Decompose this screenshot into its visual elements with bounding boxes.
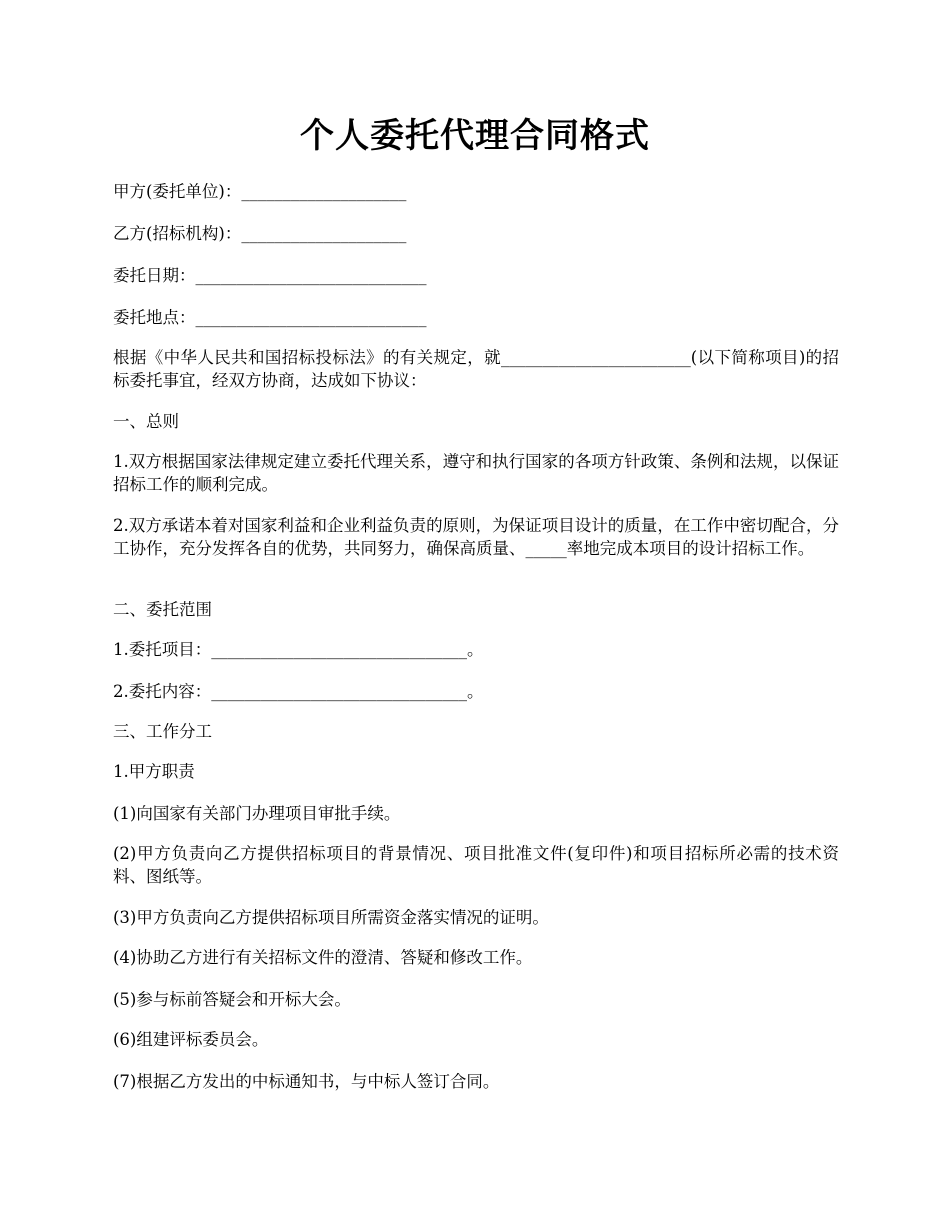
duty-item-5: (5)参与标前答疑会和开标大会。 [113,990,351,1009]
duty-item-2: (2)甲方负责向乙方提供招标项目的背景情况、项目批准文件(复印件)和项目招标所必需的技术资料、图纸等。 [113,844,839,886]
place-line: 委托地点：____________________________ [113,308,427,327]
section-2-item-2: 2.委托内容：_______________________________。 [113,682,484,701]
date-line: 委托日期：____________________________ [113,266,427,285]
party-b-line: 乙方(招标机构)：____________________ [113,224,407,243]
section-2-heading: 二、委托范围 [113,600,212,619]
duty-item-7: (7)根据乙方发出的中标通知书，与中标人签订合同。 [113,1072,500,1091]
section-1-heading: 一、总则 [113,412,179,431]
section-1-item-2: 2.双方承诺本着对国家利益和企业利益负责的原则，为保证项目设计的质量，在工作中密切配合，分工协作，充分发挥各自的优势，共同努力，确保高质量、_____率地完成本项目的设计招标工作。 [113,516,839,558]
section-1-item-1: 1.双方根据国家法律规定建立委托代理关系，遵守和执行国家的各项方针政策、条例和法规，以保证招标工作的顺利完成。 [113,452,839,494]
duty-item-3: (3)甲方负责向乙方提供招标项目所需资金落实情况的证明。 [113,908,549,927]
section-2-item-1: 1.委托项目：_______________________________。 [113,640,484,659]
duty-item-4: (4)协助乙方进行有关招标文件的澄清、答疑和修改工作。 [113,948,533,967]
document-title: 个人委托代理合同格式 [300,116,650,156]
duty-item-1: (1)向国家有关部门办理项目审批手续。 [113,804,401,823]
duty-item-6: (6)组建评标委员会。 [113,1030,269,1049]
party-a-line: 甲方(委托单位)：____________________ [113,182,407,201]
preamble-paragraph: 根据《中华人民共和国招标投标法》的有关规定，就_______________________(以下简称项目)的招标委托事宜，经双方协商，达成如下协议： [113,348,839,390]
section-3-heading: 三、工作分工 [113,722,212,741]
section-3-subheading: 1.甲方职责 [113,762,195,781]
